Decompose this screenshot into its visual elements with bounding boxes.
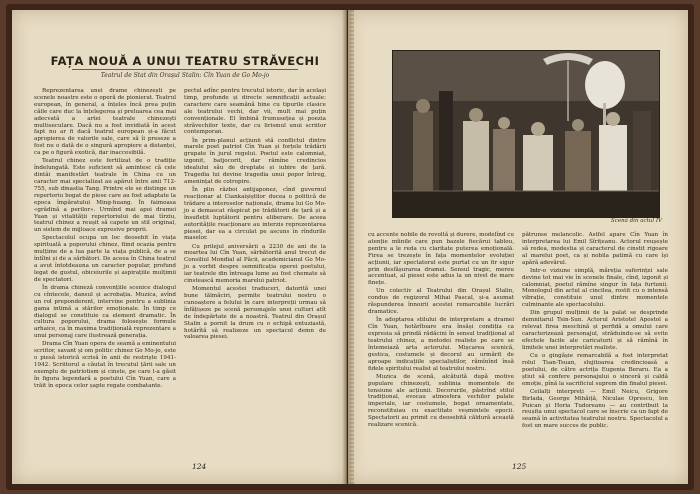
paragraph: Cu prilejul aniversării a 2230 de ani de la moartea lui Cîn Yuan, sărbătorită anul trecut de Consiliul Mondial al Păcii, academicianul Go Mo-jo a vorbit despre semnificația operei poetului, iar teatrele din întreaga lume au fost chemate să cinstească memoria marelui patriot.: [184, 243, 326, 285]
paragraph: Cu o gingășie remarcabilă a fost interpretat rolul Tsan-Tsuan, slujitoarea credincioasă a poetului, de către actrița Eugenia Beraru. Ea a știut să confere personajului o sinceră și caldă emoție, pînă la sacrificiul suprem din finalul piesei.: [522, 352, 668, 387]
paragraph: În plin război antijaponez, cînd guvernul reacționar al Ciankaișiștilor ducea o politică de trădare a intereselor naționale, drama lui Go Mo-jo a demascat răspicat pe trădătorii de țară și a însuflețit luptătorii pentru eliberare. De aceea autoritățile reacționare au interzis reprezentarea piesei, dar ea a circulat pe ascuns în rîndurile maselor.: [184, 187, 326, 242]
paragraph: Spectacolul ocupa un loc deosebit în viața spirituală a poporului chinez, fiind ocazia pentru mulțime de a lua parte la viața publică, de a se întîlni și de a sărbători. De aceea în China teatrul a avut întotdeauna un caracter popular, profund legat de gustul, obiceiurile și aspirațiile mulțimii de spectatori.: [34, 235, 176, 283]
title-divider: [72, 69, 298, 70]
paragraph: În drama chineză convențiile scenice dialogul cu cîntecele, dansul și acrobația. Muzica, avînd un rol preponderent, intervine pentru a sublinia gama intimă a stărilor emoționale. În timp ce dialogul se constituie ca element dramatic. În cultura poporului, drama folosește formule arhaice, ca în maxima tradițională reprezentare a unui personaj care ilustrează generația.: [34, 284, 176, 340]
paragraph: Un colectiv al Teatrului din Orașul Stalin, condus de regizorul Mihai Pascal, și-a asumat răspunderea înnoirii acestei remarcabile lucrări dramatice.: [368, 288, 514, 316]
paragraph: În adoptarea stilului de interpretare a dramei Cîn Yuan, hotărîtoare era însăși condiția ca expresia să prindă rădăcini în sensul tradițional al teatrului chinez, a metodei realiste pe care se întemeiază arta actorului. Mișcarea scenică, gestica, costumele și decorul au urmărit de aproape indicațiile specialiștilor, rămînînd însă fidele spiritului realist al teatrului nostru.: [368, 317, 514, 372]
page-number-right: 125: [512, 462, 527, 471]
page-number-left: 124: [192, 462, 207, 471]
paragraph: pectul adînc pentru trecutul istoric, dar în același timp, profunde și directe semnificații actuale: caractere care seamănă bine cu tipurile clasice ale teatrului vechi, dar vii, mult mai puțin convenționale. El îmbină frumusețea și poezia străvechilor texte, dar cu lirismul unui scriitor contemporan.: [184, 88, 326, 136]
paragraph: În prim-planul acțiunii stă conflictul dintre marele poet patriot Cîn Yuan și forțele trădării grupate în jurul regelui. Poetul este calomniat, izgonit, batjocorit, dar rămîne credincios idealului său de dreptate și iubire de țară. Tragedia lui devine tragedia unui popor întreg, amenințat de cotropire.: [184, 137, 326, 185]
stage-scene-image: [393, 51, 659, 217]
paragraph: Ceilalți interpreți — Emil Neicu, Grigore Birlada, George Mihăiță, Niculae Oprescu, Ion Puican și Horia Tudoreanu — au contribuit la reușita unui spectacol care se înscrie ca un fapt de seamă în activitatea teatrului nostru. Spectacolul a fost un mare succes de public.: [522, 388, 668, 430]
right-column-2: [522, 232, 668, 431]
paragraph: Muzica de scenă, alcătuită după motive populare chinezești, sublinia momentele de tensiune ale acțiunii. Decorurile, păstrînd stilul tradițional, evocau atmosfera vechilor palate imperiale, iar costumele, bogat ornamentate, reconstituiau cu exactitate veșmintele epocii. Spectatorii au primit cu deosebită căldură această realizare scenică.: [368, 373, 514, 429]
paragraph: Drama Cîn Yuan opera de seamă a eminentului scriitor, savant și om politic chinez Go Mo-jo, este o piesă istorică scrisă în anii de restriște 1941-1942. Scriitorul a căutat în trecutul țării sale un exemplu de patriotism și cinste, pe care l-a găsit în figura legendară a poetului Cîn Yuan, care a trăit în epoca celor șapte regate combatante.: [34, 341, 176, 389]
article-subtitle: Teatrul de Stat din Orașul Stalin: Cîn Yuan de Go Mo-jo: [100, 72, 270, 79]
left-column-2: [184, 88, 326, 343]
paragraph: Momentul acestei traduceri, datorită unei bune tălmăciri, permite teatrului nostru o cunoaștere a felului în care interpreții urmau să înfățișeze pe scenă personajele unei culturi atît de îndepărtate de a noastră. Teatrul din Orașul Stalin a pornit la drum cu o echipă entuziastă, hotărîtă să realizeze un spectacol demn de valoarea piesei.: [184, 286, 326, 341]
right-page: [348, 10, 688, 484]
article-title: FAȚA NOUĂ A UNUI TEATRU STRĂVECHI: [50, 54, 320, 68]
photo-caption: Scenă din actul IV: [610, 218, 662, 224]
paragraph: Teatrul chinez este fertilizat de o tradiție îndelungată. Este suficient să amintesc că cele dintâi manifestări teatrale în China cu un caracter mai specializat au apărut între anii 712-755, sub dinastia Tang. Printre ele se distinge un repertoriu bogat de piese care au fost adaptate la epoca împăratului Ming-huang. În faimoasa «grădină a perilor». Urmînd mai apoi dramei Yuan și vitalității repertoriului de mai tîrziu, teatrul chinez a reușit să capete un stil original, un sistem de mijloace expresive proprii.: [34, 158, 176, 234]
left-column-1: [34, 88, 176, 391]
open-book: [6, 4, 694, 490]
left-page: [12, 10, 347, 484]
paragraph: Intr-o viziune simplă, măreția suferinței sale devine tot mai vie în scenele finale, cînd, izgonit și calomniat, poetul rămîne singur în fața furtunii. Monologul din actul al cincilea, rostit cu o intensă vibrație, constituie unul dintre momentele culminante ale spectacolului.: [522, 267, 668, 309]
right-column-1: [368, 232, 514, 430]
paragraph: pătrunse melancolic. Astfel apare Cîn Yuan în interpretarea lui Emil Sîrițeanu. Actorul reușește să redea, modestia și caracterul de cinstit rigoare al marelui poet, ca și nobila patimă cu care își apără adevărul.: [522, 232, 668, 266]
paragraph: Reprezentarea unei drame chinezești pe scenele noastre este o operă de pionierat. Teatrul european, în general, a înțeles încă prea puțin căile care duc la înțelegerea și preluarea cea mai adecvată a artei teatrale chinezești multiseculare. Dacă nu a fost invidiată în acest fapt nu ar fi dacă teatrul european și-a făcut apropierea de valorile sale, care să îi preseze a fost nu o dată de o singură apropiere a distanței, ca pe o figură exotică, dar inaccesibilă.: [34, 88, 176, 157]
paragraph: cu accente nobile de revoltă și durere, modelînd cu atenție mîinile care pun bazele fiecărui tablou, pentru a le reda cu claritate puterea emoțională. Firea se trezește în fața momentelor evoluției acțiunii, iar spectatorul este purtat cu un fir sigur prin desfășurarea dramei. Sensul tragic, mereu accentuat, al piesei este adus la un nivel de mare finețe.: [368, 232, 514, 287]
paragraph: Din grupul mulțimii de la palat se desprinde demnitarul Tsin-Sun. Actorul Aristotel Apostol a relevat firea meschină și perfidă a omului care caracterizează personajul, străduindu-se să evite efectele facile ale caricaturii și să rămînă în limitele unei interpretări realiste.: [522, 310, 668, 351]
stage-photo: [392, 50, 660, 218]
book-gutter: [342, 10, 352, 484]
